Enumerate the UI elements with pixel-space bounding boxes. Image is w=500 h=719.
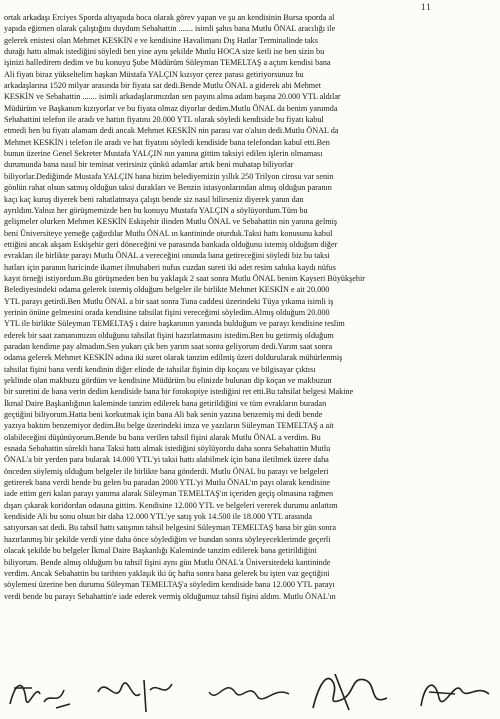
text-line: arkadaşlarına 1520 milyar arasında bir fiyata sat dedi.Bende Mutlu ÖNAL a giderek abi Mehmet [4, 81, 322, 91]
text-line: yapıda eğitmen olarak çalıştığını duydum Sebahattin ....... isimli şahıs bana Mutlu ÖNAL aracılığı ile [4, 24, 336, 34]
statement-body-text [4, 12, 488, 602]
text-line: ortak arkadaşı Erciyes Sporda altyapıda hoca olarak görev yapan ve şu an kendisinin Bursa sporda al [4, 13, 335, 22]
text-line: verdi bende bu parayı Sebahattin'e iade ederek vermiş olduğumuz tahsil fişini aldım. Mutlu ÖNAL'ın [4, 591, 336, 601]
text-line: söylemesi üzerine ben durumu Süleyman TEMELTAŞ'a söyledim kendiside bana 12.000 YTL parayı [4, 580, 335, 590]
text-line: yerinin önüne gelmesini orada kendisine tahsilat fişini vereceğimi söyledim.Almış olduğum 20.000 [4, 307, 330, 317]
text-line: biliyorum. Bende almış olduğum bu tahsil fişini aynı gün Mutlu ÖNAL'a Üniversitedeki kantininde [4, 557, 331, 567]
text-line: paradan kendime pay almadım.Sen yukarı çık ben yarım saat sonra geliyorum dedi.Yarım saat sonra [4, 341, 333, 351]
text-line: kendiside Ali bu sonu olsun bir daha 12.000 YTL'ye satış yok 14.500 ile 18.000 YTL arasında [4, 512, 313, 522]
text-line: ÖNAL'a bir yerden para bularak 14.000 YTL'yi taksi hattı alabilmek için bana iletilmek üzere daha [4, 455, 329, 465]
text-line: kaçı kaç kuruş diyerek beni rahatlatmaya çalıştı bende siz nasıl bilirseniz diyerek yanın dan [4, 194, 304, 204]
text-line: yazıya baktım benzemiyor dedim.Bu belge üzerindeki imza ve yazıların Süleyman TEMELTAŞ a ait [4, 421, 334, 431]
text-line: durumunda bana nasıl bir teminat verirsiniz çünkü adamlar artık beni muhatap biliyorlar [4, 160, 294, 170]
text-line: iade ettim geri kalan parayı yanıma alarak Süleyman TEMELTAŞ'ın içeriden geçiş olmasına rağmen [4, 489, 334, 499]
text-line: işinizi halledirem dedim ve bu konuyu Şube Müdürüm Süleyman TEMELTAŞ a açtım kendisi bana [4, 58, 331, 68]
page-number: 11 [421, 2, 432, 12]
text-line: geçtiğini biliyorum.Hatta beni korkutmak için bana Ali bak senin yazına benzemiş mi dedi bende [4, 410, 323, 420]
text-line: gelerek enistesi olan Mehmet KESKİN e ve kendisine Havalimanı Dış Hatlar Terminalinde taks [4, 35, 318, 45]
text-line: satıyorsan sat dedi. Bu tahsil hattı satışının tahsil belgesini Süleyman TEMELTAŞ bana bir gün sonra [4, 523, 337, 533]
text-line: hatları için paranın haricinde ikamet ilmuhaberi nufus cuzdan sureti iki adet resim sabıka kaydı nüfus [4, 262, 336, 272]
signature-1-icon [6, 674, 76, 714]
signature-area [0, 670, 500, 719]
text-line: Ali fiyatı biraz yükseltelim başkan Müstafa YALÇIN kızıyor çerez parası getiriyorsunuz bu [4, 69, 304, 79]
text-line: şeklinde olan makbuzu gördüm ve kendisine Müdürüm bu elinizde bulunan dip koçan ve makbuzun [4, 376, 332, 385]
text-line: hazırlanmış bir şekilde verdi yine daha önce söylediğim ve bundan sonra söyleyeceklerimde geçerli [4, 534, 331, 544]
text-line: verdim. Ancak Sebahattin bu tarihten yaklaşık iki üç hafta sonra bana gelerek bu işten vaz geçtiğini [4, 568, 330, 578]
text-line: YTL parayı getirdi.Ben Mutlu ÖNAL a bir saat sonra Tuna caddesi üzerindeki Tüya yıkama isimli iş [4, 296, 334, 306]
text-line: Sebahattini telefon ile aradı ve hattın fiyatını 20.000 YTL olarak söyledi kendiside bu fiyatı kabul [4, 115, 324, 125]
text-line: önceden söylemiş olduğum belgeler ile birlikte bana gönderdi. Mutlu ÖNAL bu parayı ve belgeleri [4, 466, 329, 476]
signature-3-icon [205, 674, 295, 716]
text-line: olacak şekilde bu belgeler İkmal Daire Başkanlığı Kaleminde tanzim edilerek bana getirildiğini [4, 546, 317, 556]
text-line: Mehmet KESKİN i telefon ile aradı ve hat fiyatını söyledi kendiside bana telefondan kabul etti.Ben [4, 137, 330, 147]
text-line: ettiğini ancak akşam Eskişehir geri döneceğini ve parasında bankada olduğunu istemiş olduğum diğer [4, 239, 338, 249]
text-line: dışarı çıkarak koridordan odasına gittim. Kendisine 12.000 YTL ve belgeleri vererek durumu anlattım [4, 500, 338, 510]
text-line: odama gelerek Mehmet KESKİN adına iki suret olarak tanzim edilmiş üzeri doldurularak mühürlenmiş [4, 353, 343, 363]
text-line: KESKİN ve Sebahattin ....... isimli arkadaşlarımızdan sen payını alma adam başına 20.000 YTL aldılar [4, 92, 341, 102]
text-line: etmedi ben bu fiyatı alamam dedi ancak Mehmet KESKİN nin parası var o'alsın dedi.Mutlu ÖNAL da [4, 126, 339, 136]
text-line: YTL ile birlikte Süleyman TEMELTAŞ ı daire başkanının yanında bulduğum ve parayı kendisine teslim [4, 319, 345, 329]
signature-2-icon [92, 672, 182, 716]
signature-4-icon [305, 670, 395, 716]
text-line: evrakları ile birlikte parayı Mutlu ÖNAL a vereceğini onunda bana getireceğini söyledi biz bu taksi [4, 251, 330, 261]
text-line: olabileceğini düşünüyorum.Bende bu bana verilen tahsil fişini alarak Mutlu ÖNAL a verdim. Bu [4, 432, 321, 442]
text-line: gönlün rahat olsun satmış olduğun taksi durakları ve Benzin istasyonlarından almış olduğun paranın [4, 183, 332, 193]
text-line: ayrıldım.Yalnız her görüşmemizde ben bu konuyu Mustafa YALÇIN a söylüyordum.Tüm bu [4, 205, 308, 215]
text-line: ederek bir saat zamanımızın olduğunu tahsilat fişini hazırlatmasını istedim.Ben bu getirmiş olduğum [4, 330, 334, 340]
text-line: biliyorlar.Dediğimde Mustafa YALÇIN bana bizim belediyemizin yıllık 250 Trilyon cirosu var senin [4, 171, 334, 181]
text-line: gelişmeler olurken Mehmet KESKİN Eskişehir ilinden Mutlu ÖNAL ve Sebahattin nin yanına gelmiş [4, 217, 338, 227]
text-line: tahsilat fişini bana verdi kendinin diğer elinde de tahsilat fişinin dip koçanı ve bilgisayar çıktısı [4, 364, 316, 374]
text-line: Müdürüm ve Başkanım kızıyorlar ve bu fiyata olmaz diyorlar dedim.Mutlu ÖNAL da benim yanımda [4, 103, 338, 113]
signature-5-icon [415, 672, 495, 716]
text-line: kayıt örneği istiyordum.Bu görüşmeden ben bu yaklaşık 2 saat sonra Mutlu ÖNAL benim Kayseri Büyükşehir [4, 273, 366, 283]
text-line: esnada Sebahattin sürekli bana Taksi hattı almak istediğini söylüyordu daha sonra Sebahattin Mutlu [4, 444, 331, 454]
text-line: bir suretini de bana verin dedim kendiside bana bir fotokopiye istediğini ret etti.Bu tahsilat belgesi Makine [4, 387, 354, 397]
text-line: İkmal Daire Başkanlığının kaleminde tanzim edilerek bana getirildiğini ve tüm evrakların buradan [4, 398, 327, 408]
text-line: durağı hattı almak istediğini söyledi ben yine aynı şekilde Mutlu HOCA size ketli ise ben sizin bu [4, 47, 325, 57]
text-line: bunun üzerine Genel Sekreter Mustafa YALÇIN nın yanına gittim taksiyi edilen işlerin olmaması [4, 149, 323, 159]
text-line: beni Üniversiteye yemeğe çağırdılar Mutlu ÖNAL ın kantininde oturduk.Taksi hattı konusunu kabul [4, 228, 333, 238]
text-line: Belediyesindeki odama gelerek istemiş olduğum belgeler ile birlikte Mehmet KESKİN e ait 20.000 [4, 285, 330, 295]
text-line: getirerek bana verdi bende bu gelen bu paradan 2000 YTL'yi Mutlu ÖNAL'ın payı olarak kendisine [4, 478, 330, 488]
